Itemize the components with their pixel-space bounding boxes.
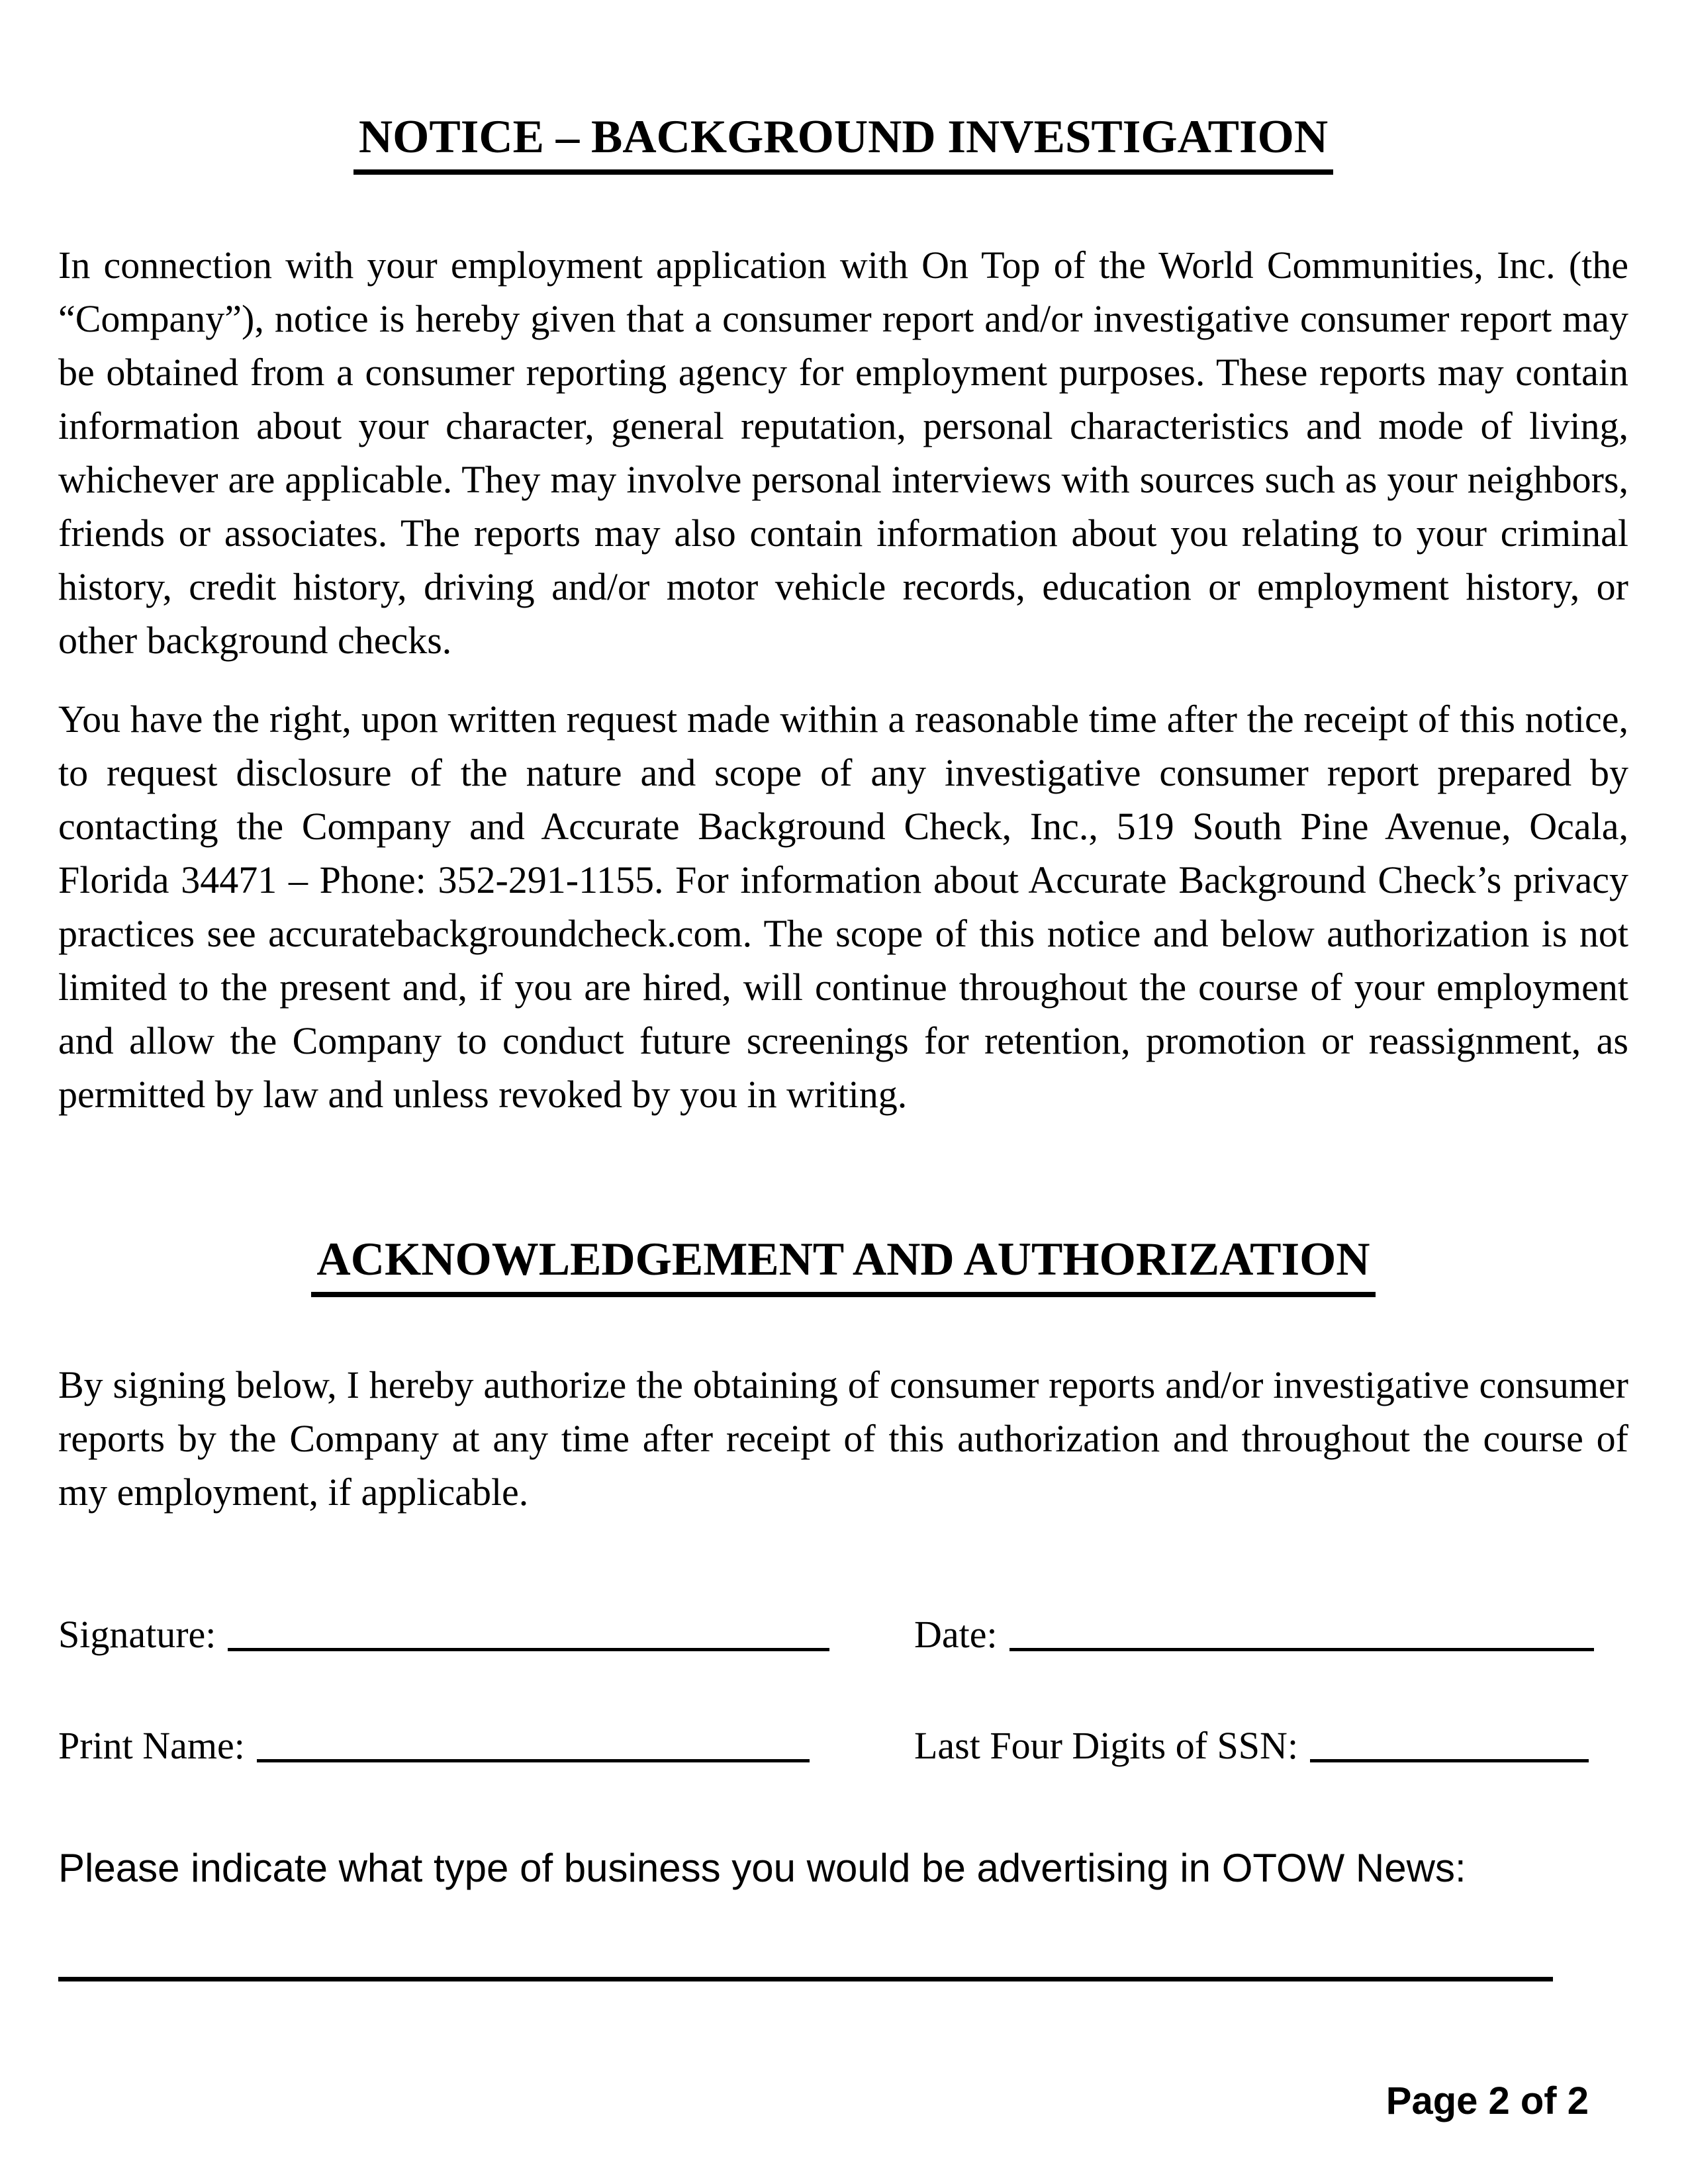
document-title-text: NOTICE – BACKGROUND INVESTIGATION xyxy=(353,111,1333,175)
notice-paragraph-1: In connection with your employment application with On Top of the World Communities, Inc. (the “Company”), notice is hereby given that a consumer report and/or investigative consumer report may be obtained from a consumer reporting agency for employment purposes. These reports may contain information about your character, general reputation, personal characteristics and mode of living, whichever are applicable. They may involve personal interviews with sources such as your neighbors, friends or associates. The reports may also contain information about you relating to your criminal history, credit history, driving and/or motor vehicle records, education or employment history, or other background checks. xyxy=(58,244,1628,662)
print-name-label: Print Name: xyxy=(58,1724,245,1768)
ssn-label: Last Four Digits of SSN: xyxy=(914,1724,1299,1768)
printname-ssn-row xyxy=(58,1723,1628,1769)
document-title xyxy=(58,111,1628,175)
business-type-prompt: Please indicate what type of business you would be advertising in OTOW News: xyxy=(58,1846,1466,1891)
signature-date-row xyxy=(58,1612,1628,1658)
authorization-paragraph: By signing below, I hereby authorize the obtaining of consumer reports and/or investigative consumer reports by the Company at any time after receipt of this authorization and throughout the course of my employment, if applicable. xyxy=(58,1363,1628,1514)
ssn-cell xyxy=(914,1723,1628,1769)
acknowledgement-heading xyxy=(58,1234,1628,1297)
acknowledgement-heading-text: ACKNOWLEDGEMENT AND AUTHORIZATION xyxy=(311,1234,1375,1297)
signature-label: Signature: xyxy=(58,1613,216,1657)
signature-line[interactable] xyxy=(228,1648,829,1651)
print-name-line[interactable] xyxy=(257,1759,810,1762)
business-type-line[interactable] xyxy=(58,1977,1553,1981)
ssn-line[interactable] xyxy=(1310,1759,1589,1762)
date-line[interactable] xyxy=(1009,1648,1594,1651)
date-cell xyxy=(914,1612,1628,1658)
date-label: Date: xyxy=(914,1613,998,1657)
notice-paragraph-2: You have the right, upon written request made within a reasonable time after the receipt of this notice, to request disclosure of the nature and scope of any investigative consumer report prepared by contacting the Company and Accurate Background Check, Inc., 519 South Pine Avenue, Ocala, Florida 34471 – Phone: 352-291-1155. For information about Accurate Background Check’s privacy practices see accuratebackgroundcheck.com. The scope of this notice and below authorization is not limited to the present and, if you are hired, will continue throughout the course of your employment and allow the Company to conduct future screenings for retention, promotion or reassignment, as permitted by law and unless revoked by you in writing. xyxy=(58,698,1628,1116)
signature-cell xyxy=(58,1612,914,1658)
print-name-cell xyxy=(58,1723,914,1769)
page-number: Page 2 of 2 xyxy=(1385,2079,1589,2122)
